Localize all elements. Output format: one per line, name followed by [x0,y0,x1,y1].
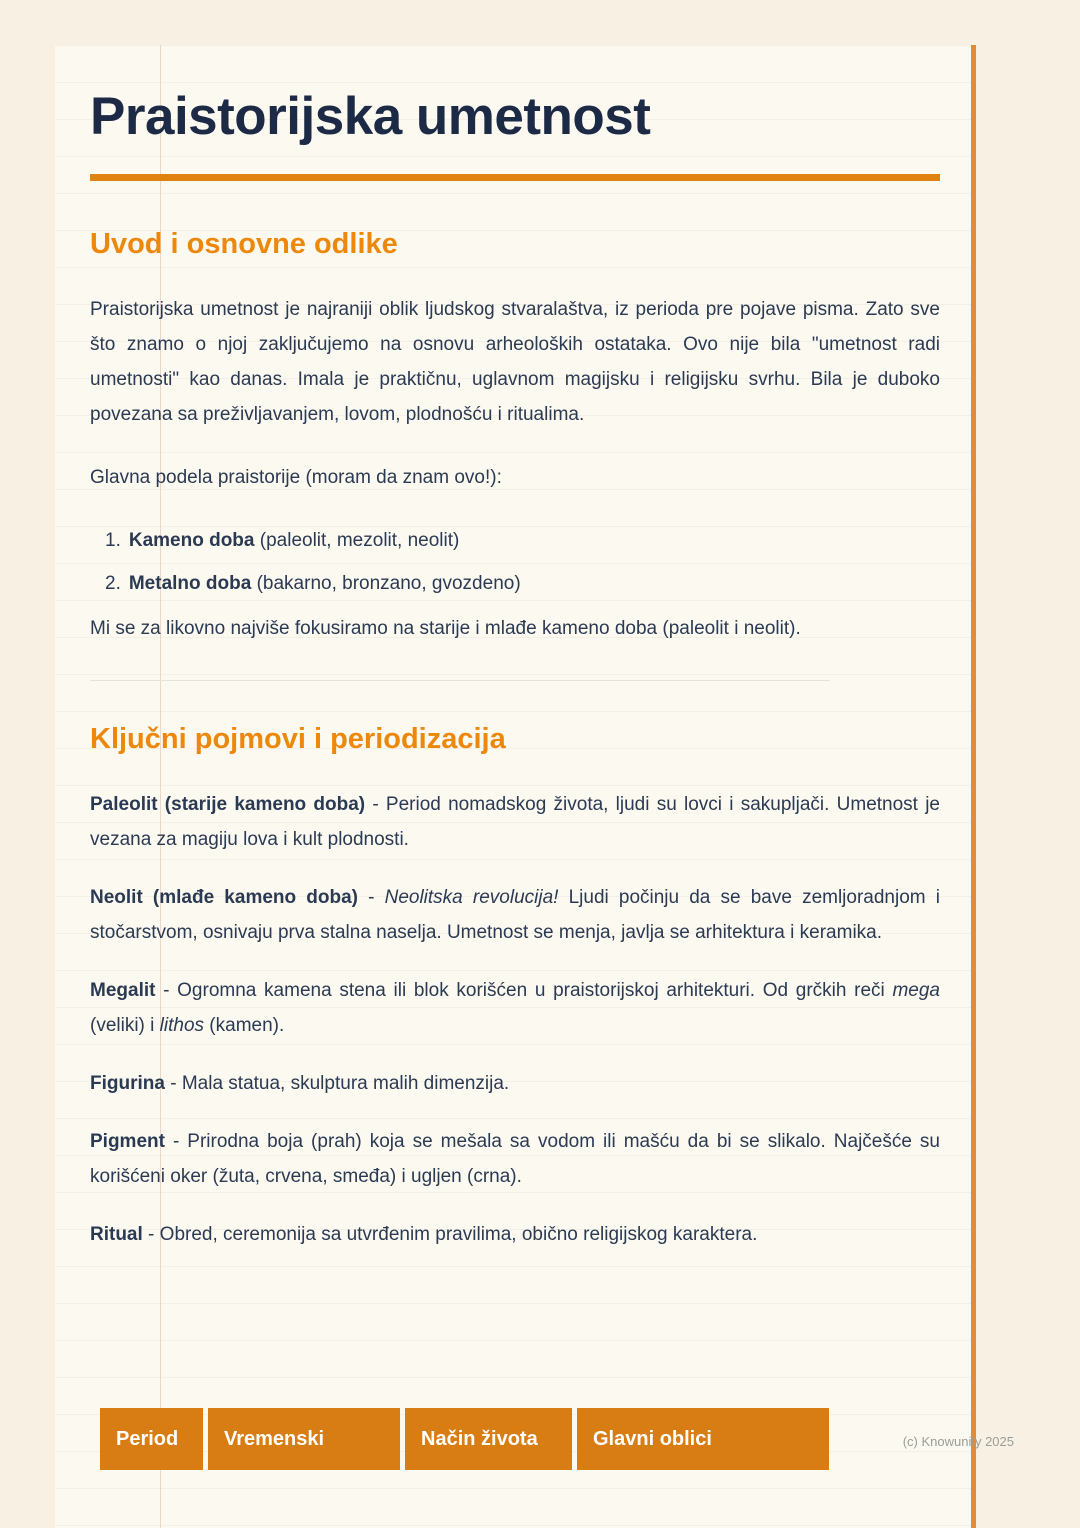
list-item [90,523,940,558]
definition-neolit: Neolit (mlađe kameno doba) - Neolitska revolucija! Ljudi počinju da se bave zemljoradnjom i stočarstvom, osnivaju prva stalna naselja. Umetnost se menja, javlja se arhitektura i keramika. [90,887,940,943]
section-heading-pojmovi: Ključni pojmovi i periodizacija [90,723,506,755]
definition-megalit: Megalit - Ogromna kamena stena ili blok korišćen u praistorijskoj arhitekturi. Od grčkih reči mega (veliki) i lithos (kamen). [90,980,940,1036]
table-header-row [100,1408,829,1470]
list-item [90,566,940,601]
list-item-number: 1. [105,530,121,551]
definition-ritual: Ritual - Obred, ceremonija sa utvrđenim pravilima, obično religijskog karaktera. [90,1224,758,1245]
title-underline-rule [90,174,940,181]
page-title: Praistorijska umetnost [90,87,651,146]
periods-numbered-list [90,523,940,601]
definition-paleolit: Paleolit (starije kameno doba) - Period nomadskog života, ljudi su lovci i sakupljači. Umetnost je vezana za magiju lova i kult plodnosti. [90,794,940,850]
section-heading-uvod: Uvod i osnovne odlike [90,228,398,260]
table-header-vremenski: Vremenski [208,1408,400,1470]
list-item-text: Kameno doba (paleolit, mezolit, neolit) [128,530,460,551]
table-header-glavni-oblici: Glavni oblici [577,1408,829,1470]
section-divider [90,680,830,681]
right-accent-bar [971,45,976,1528]
definition-figurina: Figurina - Mala statua, skulptura malih dimenzija. [90,1073,510,1094]
list-item-text: Metalno doba (bakarno, bronzano, gvozdeno) [128,573,521,594]
podela-lead-paragraph: Glavna podela praistorije (moram da znam ovo!): [90,467,502,488]
table-header-nacin-zivota: Način života [405,1408,572,1470]
intro-paragraph: Praistorijska umetnost je najraniji oblik ljudskog stvaralaštva, iz perioda pre pojave pisma. Zato sve što znamo o njoj zaključujemo na osnovu arheoloških ostataka. Ovo nije bila "umetnost radi umetnosti" kao danas. Imala je praktičnu, uglavnom magijsku i religijsku svrhu. Bila je duboko povezana sa preživljavanjem, lovom, plodnošću i ritualima. [90,299,940,425]
fokus-paragraph: Mi se za likovno najviše fokusiramo na starije i mlađe kameno doba (paleolit i neolit). [90,618,801,639]
table-header-period: Period [100,1408,203,1470]
list-item-number: 2. [105,573,121,594]
document-content [90,88,940,1275]
definition-pigment: Pigment - Prirodna boja (prah) koja se mešala sa vodom ili mašću da bi se slikalo. Najčešće su korišćeni oker (žuta, crvena, smeđa) i ugljen (crna). [90,1131,940,1187]
footer-credit: (c) Knowunity 2025 [902,1434,1014,1449]
